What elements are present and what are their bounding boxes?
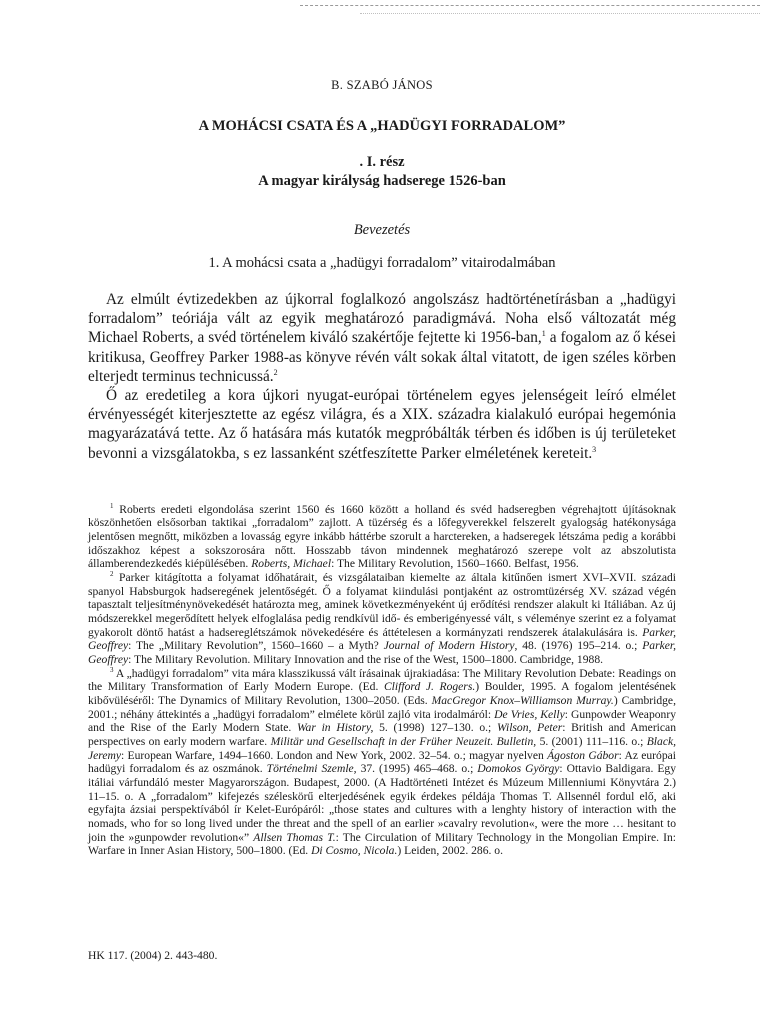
paragraph-2: Ő az eredetileg a kora újkori nyugat-európai történelem egyes jelenségeit leíró elmélet érvényességét kiterjesztette az egész világra, és a XIX. századra kialakuló európai hegemónia magyarázatává tette. Az ő hatására más kutatók megpróbálták térben és időben is új területeket bevonni a vizsgálatokba, s ez lassanként szétfeszítette Parker elméletének kereteit.$^3$ [88, 387, 676, 462]
part-heading [88, 153, 676, 191]
footnote-3: $^3$ A „hadügyi forradalom” vita mára klasszikussá vált írásainak újrakiadása: The Military Revolution Debate: Readings on the Military Transformation of Early Modern Europe. (Ed. Clifford J. Rogers.) Boulder, 1995. A fogalom jelentésének kibővüléséről: The Dynamics of Military Revolution, 1300–2050. (Eds. MacGregor Knox–Williamson Murray.) Cambridge, 2001.; néhány áttekintés a „hadügyi forradalom” elmélete körül zajló vita irodalmáról: De Vries, Kelly: Gunpowder Weaponry and the Rise of the Early Modern State. War in History, 5. (1998) 127–130. o.; Wilson, Peter: British and American perspectives on early modern warfare. Militär und Gesellschaft in der Früher Neuzeit. Bulletin, 5. (2001) 111–116. o.; Black, Jeremy: European Warfare, 1494–1660. London and New York, 2002. 32–54. o.; magyar nyelven Ágoston Gábor: Az európai hadügyi forradalom és az oszmánok. Történelmi Szemle, 37. (1995) 465–468. o.; Domokos György: Ottavio Baldigara. Egy itáliai várfundáló mester Magyarországon. Budapest, 2000. (A Hadtörténeti Intézet és Múzeum Millenniumi Könyvtára 2.) 11–15. o. A „forradalom” kifejezés széleskörű elterjedésének egyik érdekes példája Thomas T. Allsennél fordul elő, aki egyfajta ázsiai perspektívából ír Kelet-Európáról: „those states and cultures with a lenghty history of interaction with the nomads, who for so long lived under the threat and the spell of an earlier »cavalry revolution«, were the more … hesitant to join the »gunpowder revolution«” Allsen Thomas T.: The Circulation of Military Technology in the Mongolian Empire. In: Warfare in Inner Asian History, 500–1800. (Ed. Di Cosmo, Nicola.) Leiden, 2002. 286. o. [88, 665, 677, 858]
author-name: B. SZABÓ JÁNOS [331, 78, 433, 92]
scan-artifact-line [300, 5, 760, 6]
part-title: A magyar királyság hadserege 1526-ban [258, 173, 506, 189]
section-heading: 1. A mohácsi csata a „hadügyi forradalom” vitairodalmában [208, 255, 556, 271]
footnote-ref: 3 [592, 444, 597, 454]
journal-citation: HK 117. (2004) 2. 443-480. [88, 949, 218, 962]
footnote-2: $^2$ Parker kitágította a folyamat időhatárait, és vizsgálataiban kiemelte az általa kitűnően ismert XVI–XVII. századi spanyol Habsburgok hadseregének jelentőségét. Ő a folyamat kiindulási pontjaként az ostromtüzérség XV. század végén tapasztalt teljesítménynövekedését határozta meg, aminek következményeként új erődítési rendszer alakult ki Itáliában. Az új módszerekkel megerődített helyek elfoglalása pedig rendkívül idő- és emberigényessé vált, s véleménye szerint ez a folyamat gyakorolt döntő hatást a hadsereglétszámok növekedésére és áttételesen a kormányzati rendszerek átalakulására is. Parker, Geoffrey: The „Military Revolution”, 1560–1660 – a Myth? Journal of Modern History, 48. (1976) 195–214. o.; Parker, Geoffrey: The Military Revolution. Military Innovation and the rise of the West, 1500–1800. Cambridge, 1988. [88, 570, 676, 667]
footnotes [88, 503, 676, 858]
scan-artifact-line [360, 13, 760, 14]
article-page [88, 78, 676, 858]
body-text [88, 290, 676, 463]
footnote-ref: 1 [541, 329, 546, 339]
part-number: . I. rész [359, 154, 405, 170]
footnote-1: $^1$ Roberts eredeti elgondolása szerint 1560 és 1660 között a holland és svéd hadseregben végrehajtott újításoknak köszönhetően elsősorban taktikai „forradalom” zajlott. A tüzérség és a lőfegyverekkel felszerelt gyalogság hatékonysága jelentősen megnőtt, miközben a lovasság egyre inkább háttérbe szorult a harctereken, a hadseregek létszáma pedig a korábbi időszakhoz képest a sokszorosára nőtt. Hosszabb távon mindennek meghatározó szerepe volt az abszolutista államberendezkedés kiépülésében. Roberts, Michael: The Military Revolution, 1560–1660. Belfast, 1956. [88, 501, 676, 571]
footnote-ref: 2 [273, 367, 278, 377]
intro-heading: Bevezetés [353, 222, 411, 238]
paragraph-1: Az elmúlt évtizedekben az újkorral foglalkozó angolszász hadtörténetírásban a „hadügyi forradalom” teóriája vált az egyik meghatározó paradigmává. Noha első változatát még Michael Roberts, a svéd történelem kiváló szakértője fejtette ki 1956-ban,$^1$ a fogalom az ő kései kritikusa, Geoffrey Parker 1988-as könyve révén vált sokak által vitatott, de igen széles körben elterjedt terminus technicussá.$^2$ [88, 291, 677, 385]
article-title: A MOHÁCSI CSATA ÉS A „HADÜGYI FORRADALOM” [198, 118, 566, 134]
